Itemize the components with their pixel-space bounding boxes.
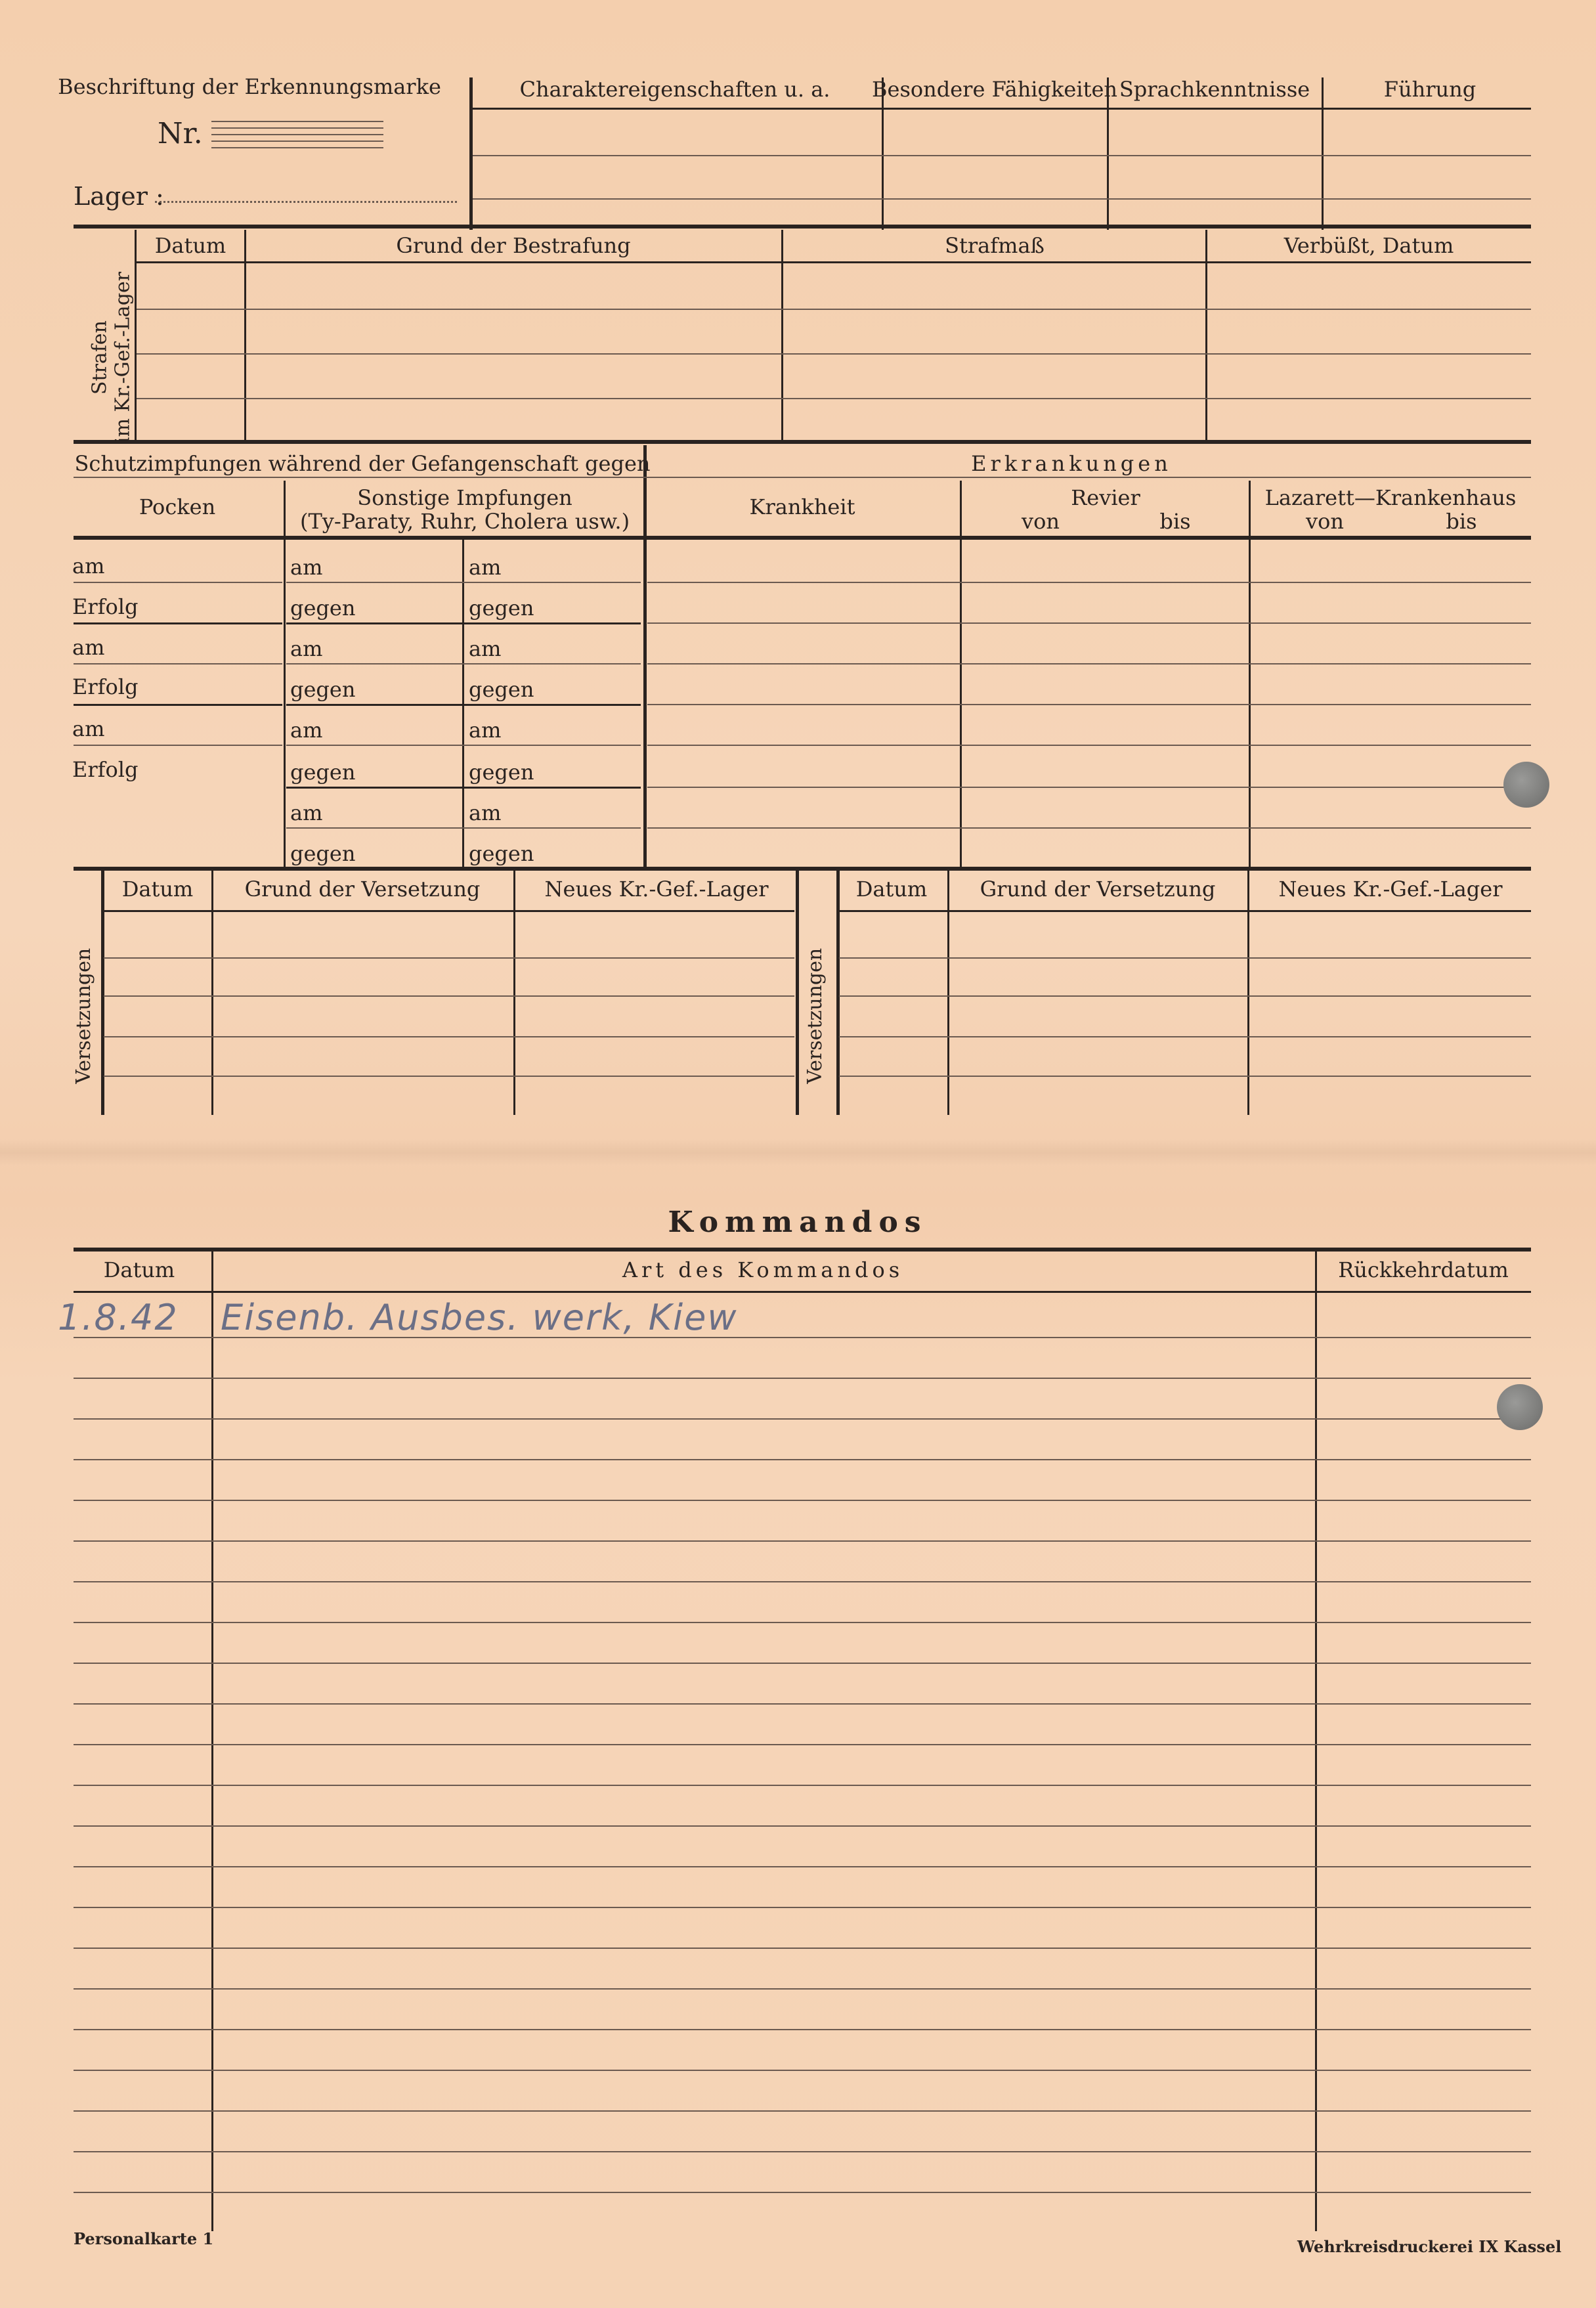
kommandos-row-line (74, 2192, 1531, 2193)
sonstige-row-b: am (469, 800, 502, 825)
lager-field (155, 201, 457, 203)
strafen-col-strafmass: Strafmaß (945, 233, 1045, 258)
sonstige-row-a: gegen (290, 760, 356, 785)
punch-hole (1497, 1384, 1543, 1430)
kommandos-row-line (74, 1459, 1531, 1460)
sonstige-row-b: gegen (469, 760, 534, 785)
versetzungen-col-datum: Datum (121, 877, 194, 902)
kommandos-row-line (74, 2070, 1531, 2071)
strafen-col-grund: Grund der Bestrafung (396, 233, 631, 258)
kommandos-row-line (74, 1337, 1531, 1338)
erkennungsmarke-label: Beschriftung der Erkennungsmarke (58, 74, 441, 99)
kommandos-col-rueckkehr: Rückkehrdatum (1338, 1257, 1509, 1282)
revier-label: Revier (1071, 485, 1140, 510)
sonstige-row-a: am (290, 800, 323, 825)
kommandos-row-line (74, 1663, 1531, 1664)
kommandos-row-line (74, 1418, 1531, 1420)
sonstige-row-b: gegen (469, 677, 534, 702)
versetzungen-col-grund: Grund der Versetzung (244, 877, 481, 902)
versetzungen-col-datum: Datum (855, 877, 928, 902)
versetzungen-col-lager: Neues Kr.-Gef.-Lager (1278, 877, 1503, 902)
lager-label: Lager : (74, 182, 164, 211)
kommandos-row-line (74, 1907, 1531, 1908)
kommandos-row-line (74, 1581, 1531, 1582)
pocken-row: am (72, 635, 105, 660)
versetzungen-col-lager: Neues Kr.-Gef.-Lager (544, 877, 769, 902)
lazarett-bis: bis (1446, 509, 1477, 534)
kommandos-row-line (74, 2110, 1531, 2112)
sonstige-line1: Sonstige Impfungen (357, 485, 572, 510)
nr-lines (211, 120, 383, 148)
kommandos-row-line (74, 1785, 1531, 1786)
strafen-col-verbuesst: Verbüßt, Datum (1283, 233, 1454, 258)
kommandos-row-line (74, 1988, 1531, 1990)
col-faehigkeiten: Besondere Fähigkeiten (872, 77, 1117, 102)
sonstige-row-a: am (290, 636, 323, 661)
revier-bis: bis (1159, 509, 1191, 534)
pocken-row: Erfolg (72, 674, 139, 699)
sonstige-row-a: gegen (290, 841, 356, 866)
kommandos-col-datum: Datum (103, 1257, 175, 1282)
kommandos-row-line (74, 1744, 1531, 1745)
lazarett-von: von (1306, 509, 1344, 534)
fold-crease (0, 1139, 1596, 1165)
versetzungen-col-grund: Grund der Versetzung (980, 877, 1216, 902)
kommandos-row-line (74, 1825, 1531, 1827)
kommandos-row-line (74, 1378, 1531, 1379)
kommandos-row-line (74, 1540, 1531, 1542)
handwritten-art: Eisenb. Ausbes. werk, Kiew (221, 1297, 738, 1338)
kommandos-row-line (74, 1622, 1531, 1623)
impfungen-header: Schutzimpfungen während der Gefangenschaft gegen (74, 451, 651, 476)
sonstige-row-a: gegen (290, 596, 356, 621)
strafen-col-datum: Datum (154, 233, 226, 258)
kommandos-col-art: Art des Kommandos (622, 1257, 904, 1282)
col-fuehrung: Führung (1383, 77, 1477, 102)
versetzungen-side-label-left: Versetzungen (72, 947, 95, 1084)
revier-von: von (1022, 509, 1060, 534)
pocken-row: Erfolg (72, 757, 139, 782)
sonstige-row-b: gegen (469, 596, 534, 621)
versetzungen-side-label-right: Versetzungen (803, 947, 827, 1084)
handwritten-datum: 1.8.42 (58, 1297, 179, 1338)
sonstige-row-b: gegen (469, 841, 534, 866)
kommandos-row-line (74, 2151, 1531, 2152)
erkrankungen-header: Erkrankungen (971, 451, 1172, 476)
sonstige-row-b: am (469, 555, 502, 580)
col-sprachkenntnisse: Sprachkenntnisse (1119, 77, 1310, 102)
lazarett-label: Lazarett—Krankenhaus (1264, 485, 1517, 510)
sonstige-row-a: am (290, 555, 323, 580)
sonstige-row-a: gegen (290, 677, 356, 702)
kommandos-row-line (74, 1948, 1531, 1949)
pocken-row: Erfolg (72, 594, 139, 619)
kommandos-row-line (74, 1703, 1531, 1705)
pocken-row: am (72, 554, 105, 578)
kommandos-row-line (74, 1500, 1531, 1501)
krankheit-label: Krankheit (749, 494, 855, 519)
sonstige-row-a: am (290, 718, 323, 743)
footer-right: Wehrkreisdruckerei IX Kassel (1297, 2237, 1562, 2256)
punch-hole (1503, 762, 1549, 808)
sonstige-line2: (Ty-Paraty, Ruhr, Cholera usw.) (299, 509, 630, 534)
sonstige-row-b: am (469, 636, 502, 661)
kommandos-row-line (74, 2029, 1531, 2030)
strafen-side-label: Strafen im Kr.-Gef.-Lager (88, 271, 134, 444)
kommandos-title: Kommandos (668, 1206, 928, 1239)
footer-left: Personalkarte 1 (74, 2229, 214, 2248)
sonstige-row-b: am (469, 718, 502, 743)
kommandos-row-line (74, 1866, 1531, 1867)
pocken-label: Pocken (139, 494, 216, 519)
pocken-row: am (72, 716, 105, 741)
nr-label: Nr. (158, 117, 203, 150)
col-charakter: Charaktereigenschaften u. a. (519, 77, 830, 102)
